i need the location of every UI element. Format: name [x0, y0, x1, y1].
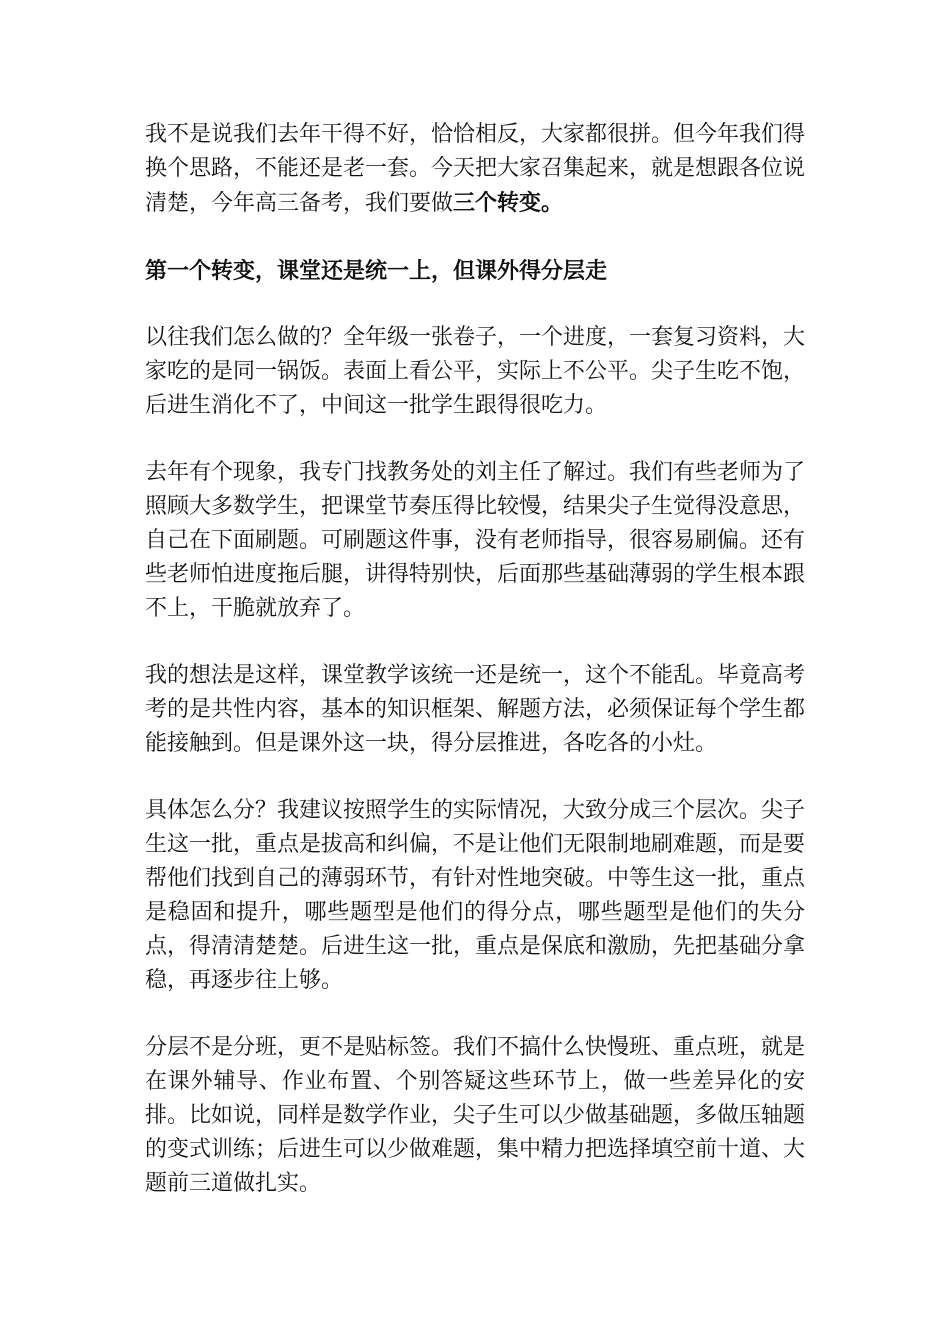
intro-text: 我不是说我们去年干得不好，恰恰相反，大家都很拼。但今年我们得换个思路，不能还是老一套。今天把大家召集起来，就是想跟各位说清楚，今年高三备考，我们要做 [145, 122, 806, 216]
body-paragraph-4: 具体怎么分？我建议按照学生的实际情况，大致分成三个层次。尖子生这一批，重点是拔高和纠偏，不是让他们无限制地刷难题，而是要帮他们找到自己的薄弱环节，有针对性地突破。中等生这一批，重点是稳固和提升，哪些题型是他们的得分点，哪些题型是他们的失分点，得清清楚楚。后进生这一批，重点是保底和激励，先把基础分拿稳，再逐步往上够。 [145, 798, 806, 993]
section-heading: 第一个转变，课堂还是统一上，但课外得分层走 [145, 258, 608, 284]
body-paragraph-1: 以往我们怎么做的？全年级一张卷子，一个进度，一套复习资料，大家吃的是同一锅饭。表面上看公平，实际上不公平。尖子生吃不饱，后进生消化不了，中间这一批学生跟得很吃力。 [145, 325, 806, 418]
body-paragraph-2: 去年有个现象，我专门找教务处的刘主任了解过。我们有些老师为了照顾大多数学生，把课堂节奏压得比较慢，结果尖子生觉得没意思，自己在下面刷题。可刷题这件事，没有老师指导，很容易刷偏。还有些老师怕进度拖后腿，讲得特别快，后面那些基础薄弱的学生根本跟不上，干脆就放弃了。 [145, 460, 806, 621]
intro-emphasis: 三个转变。 [453, 190, 564, 216]
intro-paragraph [145, 118, 805, 221]
body-paragraph-3: 我的想法是这样，课堂教学该统一还是统一，这个不能乱。毕竟高考考的是共性内容，基本的知识框架、解题方法，必须保证每个学生都能接触到。但是课外这一块，得分层推进，各吃各的小灶。 [145, 663, 806, 756]
body-paragraph-5: 分层不是分班，更不是贴标签。我们不搞什么快慢班、重点班，就是在课外辅导、作业布置、个别答疑这些环节上，做一些差异化的安排。比如说，同样是数学作业，尖子生可以少做基础题，多做压轴题的变式训练；后进生可以少做难题，集中精力把选择填空前十道、大题前三道做扎实。 [145, 1035, 806, 1196]
document-body [145, 118, 805, 1234]
